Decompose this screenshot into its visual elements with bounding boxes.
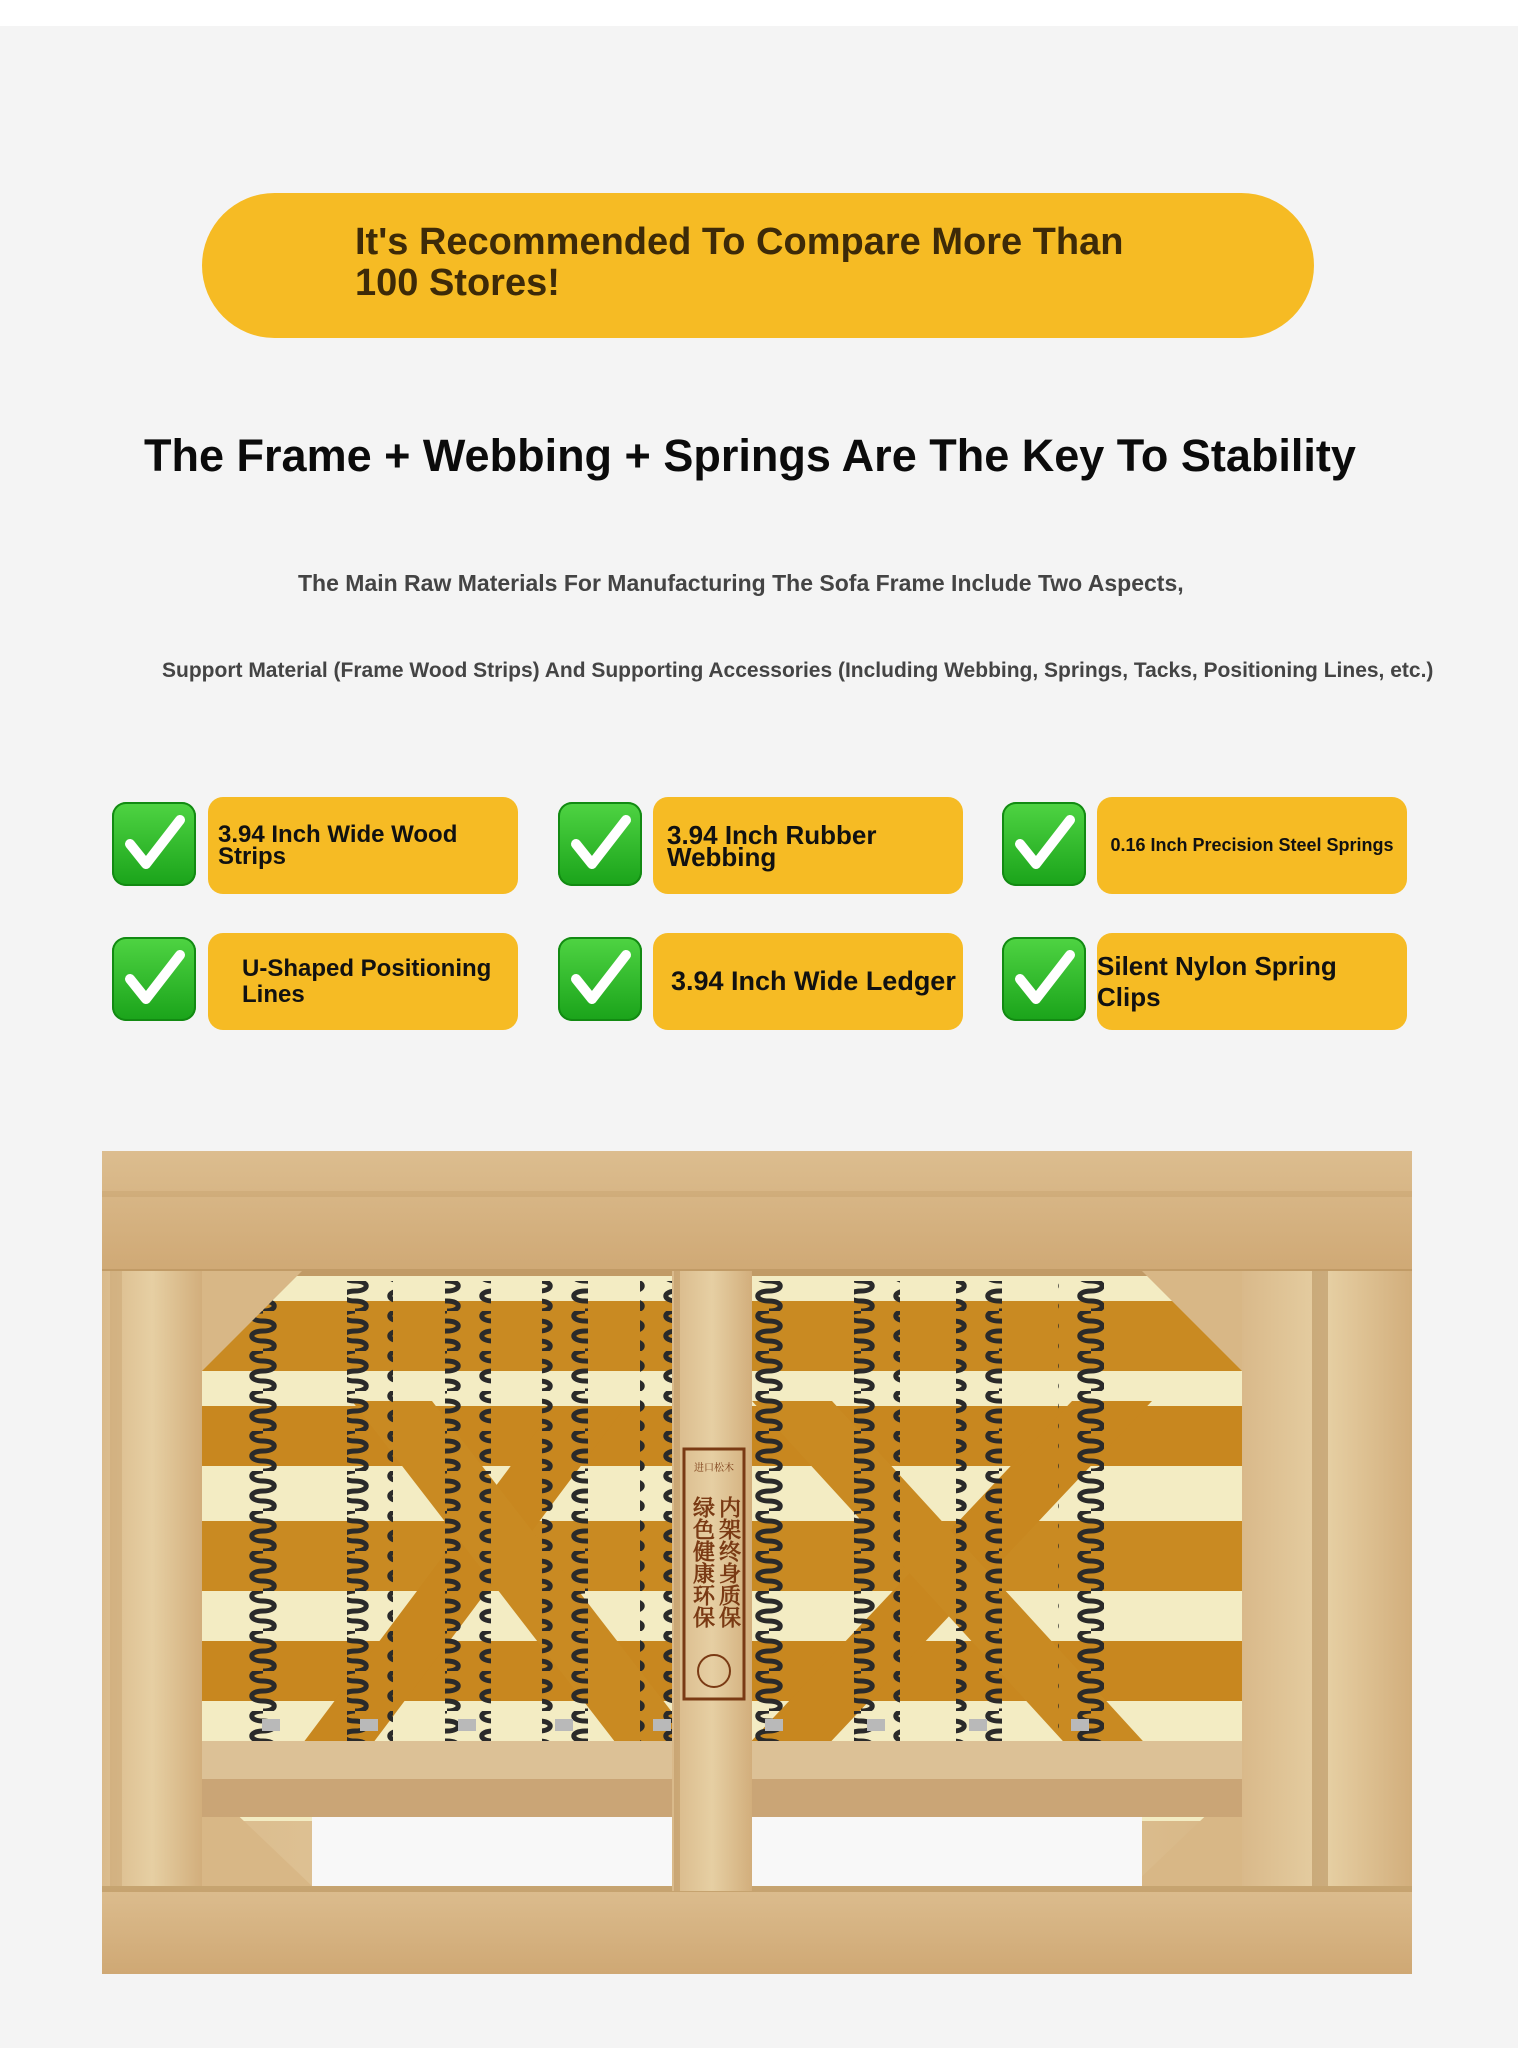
check-mark-icon (558, 802, 642, 886)
feature-label: 3.94 Inch Rubber Webbing (667, 819, 877, 872)
sofa-frame-photo (102, 1151, 1412, 1974)
feature-label: Silent Nylon Spring Clips (1097, 950, 1337, 1012)
feature-nylon-clips (1097, 933, 1407, 1030)
stamp-small-text: 进口松木 (694, 1463, 734, 1474)
stamp-line-2: 绿色健康环保 (689, 1496, 715, 1628)
feature-ledger (653, 933, 963, 1030)
check-mark-icon (1002, 802, 1086, 886)
feature-label: U-Shaped Positioning Lines (242, 954, 492, 1008)
feature-label: 3.94 Inch Wide Ledger (671, 966, 956, 996)
feature-label: 0.16 Inch Precision Steel Springs (1110, 835, 1394, 855)
feature-wood-strips (208, 797, 518, 894)
feature-rubber-webbing (653, 797, 963, 894)
feature-positioning-lines (208, 933, 518, 1030)
headline: The Frame + Webbing + Springs Are The Key To Stability (144, 430, 1356, 481)
check-mark-icon (1002, 937, 1086, 1021)
check-mark-icon (558, 937, 642, 1021)
feature-label: 3.94 Inch Wide Wood Strips (218, 820, 458, 870)
feature-steel-springs (1097, 797, 1407, 894)
check-mark-icon (112, 802, 196, 886)
subtitle-line-1: The Main Raw Materials For Manufacturing The Sofa Frame Include Two Aspects, (298, 570, 1184, 596)
stamp-line-1: 内架终身质保 (715, 1496, 741, 1628)
check-mark-icon (112, 937, 196, 1021)
subtitle-line-2: Support Material (Frame Wood Strips) And Supporting Accessories (Including Webbing, Springs, Tacks, Positioning Lines, etc.) (162, 659, 1434, 682)
banner-text: It's Recommended To Compare More Than 100 Stores! (355, 221, 1124, 304)
